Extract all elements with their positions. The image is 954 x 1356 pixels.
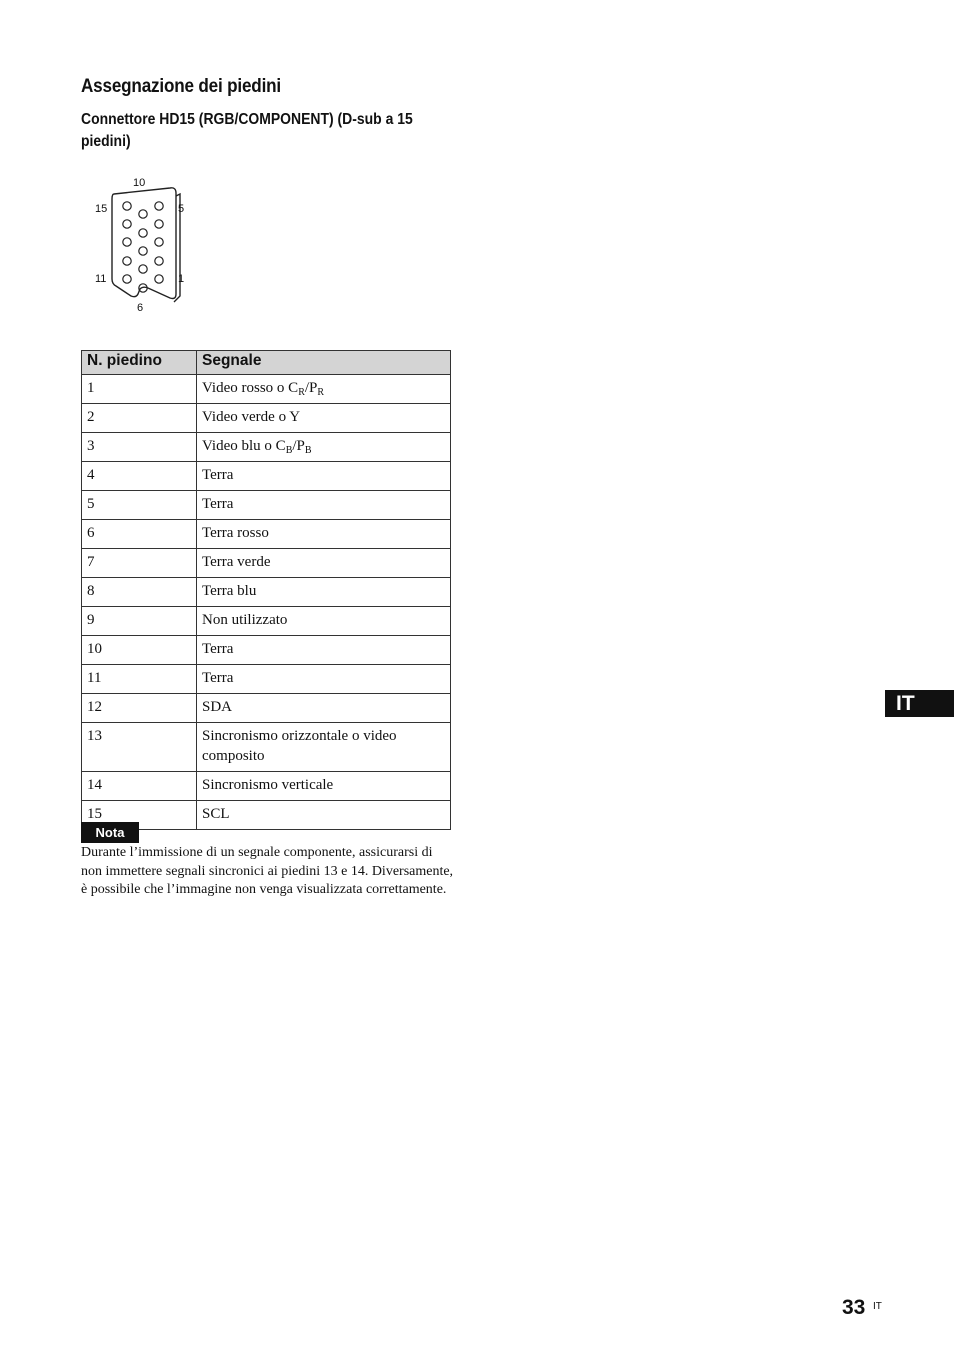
signal-cell: Terra blu — [197, 578, 451, 607]
signal-cell: Sincronismo orizzontale o video composito — [197, 723, 451, 772]
table-row — [82, 549, 451, 578]
table-row — [82, 520, 451, 549]
table-row — [82, 462, 451, 491]
pin-label-1: 1 — [178, 273, 185, 285]
pin-number-cell: 10 — [82, 636, 197, 665]
pin-assignment-table — [81, 350, 451, 830]
table-row — [82, 636, 451, 665]
signal-mid: /P — [292, 438, 305, 454]
pin-number-cell: 15 — [82, 801, 197, 830]
signal-sub1: R — [298, 387, 305, 398]
page-number: 33 — [842, 1296, 866, 1319]
signal-signal: Video blu o C — [202, 438, 286, 454]
pin-number-cell: 4 — [82, 462, 197, 491]
pin-label-5: 5 — [178, 203, 185, 215]
header-pin-number: N. piedino — [82, 351, 197, 375]
table-row — [82, 723, 451, 772]
pin-label-10: 10 — [133, 177, 146, 189]
hd15-connector-diagram — [88, 172, 198, 317]
language-tab: IT — [885, 690, 954, 717]
signal-cell: Terra — [197, 665, 451, 694]
pin-number-cell: 1 — [82, 375, 197, 404]
table-row — [82, 665, 451, 694]
signal-cell: Terra verde — [197, 549, 451, 578]
pin-number-cell: 9 — [82, 607, 197, 636]
pin-number-cell: 11 — [82, 665, 197, 694]
signal-cell: Non utilizzato — [197, 607, 451, 636]
table-row — [82, 694, 451, 723]
signal-cell: Terra — [197, 462, 451, 491]
signal-signal: Video rosso o C — [202, 380, 299, 396]
pin-label-11: 11 — [95, 273, 107, 285]
signal-cell — [197, 433, 451, 462]
header-signal: Segnale — [197, 351, 451, 375]
pin-number-cell: 6 — [82, 520, 197, 549]
signal-cell: Video verde o Y — [197, 404, 451, 433]
pin-label-6: 6 — [137, 302, 144, 314]
signal-cell — [197, 375, 451, 404]
table-row — [82, 772, 451, 801]
pin-number-cell: 2 — [82, 404, 197, 433]
signal-sub2: B — [304, 445, 312, 456]
signal-sub2: R — [317, 387, 325, 398]
page-language: IT — [873, 1301, 882, 1312]
pin-number-cell: 14 — [82, 772, 197, 801]
table-row — [82, 607, 451, 636]
section-title: Assegnazione dei piedini — [81, 76, 281, 97]
pin-number-cell: 5 — [82, 491, 197, 520]
pin-number-cell: 8 — [82, 578, 197, 607]
table-row — [82, 578, 451, 607]
pin-number-cell: 12 — [82, 694, 197, 723]
note-text: Durante l’immissione di un segnale componente, assicurarsi di non immettere segnali sincronici ai piedini 13 e 14. Diversamente, è possibile che l’immagine non venga visualizzata correttamente. — [81, 845, 454, 897]
table-row — [82, 433, 451, 462]
subsection-title: Connettore HD15 (RGB/COMPONENT) (D-sub a 15 piedini) — [81, 111, 413, 150]
signal-cell: Terra rosso — [197, 520, 451, 549]
pin-number-cell: 3 — [82, 433, 197, 462]
table-row — [82, 375, 451, 404]
pin-number-cell: 7 — [82, 549, 197, 578]
note-badge: Nota — [81, 822, 139, 843]
signal-cell: SCL — [197, 801, 451, 830]
signal-cell: Terra — [197, 491, 451, 520]
signal-mid: /P — [304, 380, 318, 396]
pin-number-cell: 13 — [82, 723, 197, 772]
pin-label-15: 15 — [95, 203, 108, 215]
table-header-row — [82, 351, 451, 375]
signal-cell: Terra — [197, 636, 451, 665]
signal-sub1: B — [285, 445, 293, 456]
signal-cell: Sincronismo verticale — [197, 772, 451, 801]
table-row — [82, 404, 451, 433]
table-row — [82, 491, 451, 520]
signal-cell: SDA — [197, 694, 451, 723]
